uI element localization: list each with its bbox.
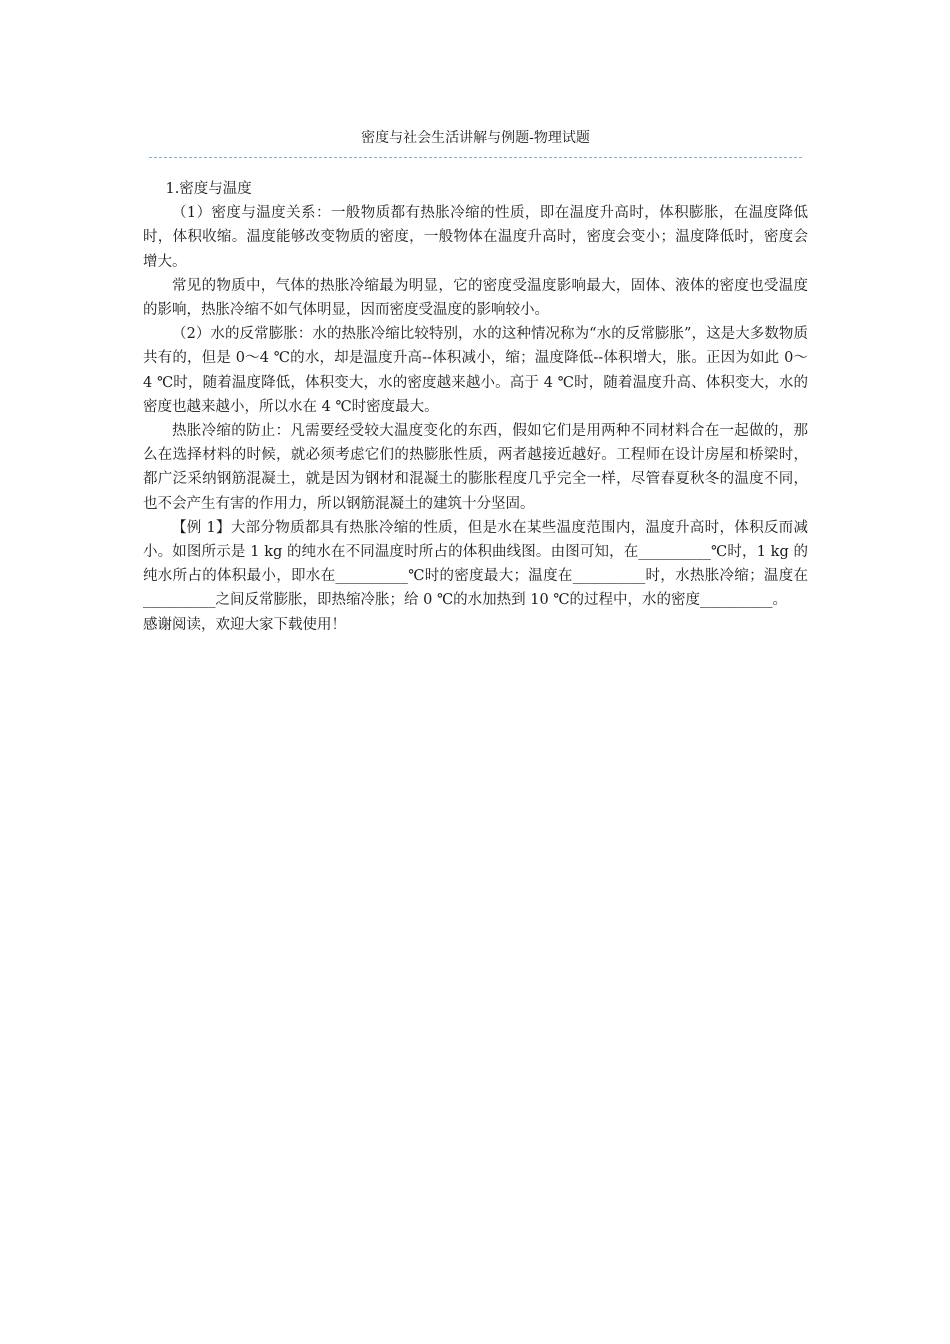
- paragraph-example-1: 【例 1】大部分物质都具有热胀冷缩的性质，但是水在某些温度范围内，温度升高时，体积反而减小。如图所示是 1 kg 的纯水在不同温度时所占的体积曲线图。由图可知，在__________℃时，1 kg 的纯水所占的体积最小，即水在__________℃时的密度最大；温度在__________时，水热胀冷缩；温度在__________之间反常膨胀，即热缩冷胀；给 0 ℃的水加热到 10 ℃的过程中，水的密度__________。: [143, 519, 808, 609]
- title-divider: [149, 157, 802, 158]
- paragraph-water-anomaly: （2）水的反常膨胀：水的热胀冷缩比较特别，水的这种情况称为“水的反常膨胀”，这是大多数物质共有的，但是 0～4 ℃的水，却是温度升高--体积减小，缩；温度降低--体积增大，胀。正因为如此 0～4 ℃时，随着温度降低，体积变大，水的密度越来越小。高于 4 ℃时，随着温度升高、体积变大，水的密度也越来越小，所以水在 4 ℃时密度最大。: [143, 326, 808, 415]
- paragraph-density-temperature: （1）密度与温度关系：一般物质都有热胀冷缩的性质，即在温度升高时，体积膨胀，在温度降低时，体积收缩。温度能够改变物质的密度，一般物体在温度升高时，密度会变小；温度降低时，密度会增大。: [143, 205, 808, 270]
- closing-note: 感谢阅读，欢迎大家下载使用！: [143, 616, 346, 633]
- paragraph-expansion-prevention: 热胀冷缩的防止：凡需要经受较大温度变化的东西，假如它们是用两种不同材料合在一起做的，那么在选择材料的时候，就必须考虑它们的热膨胀性质，两者越接近越好。工程师在设计房屋和桥梁时，都广泛采纳钢筋混凝土，就是因为钢材和混凝土的膨胀程度几乎完全一样，尽管春夏秋冬的温度不同，也不会产生有害的作用力，所以钢筋混凝土的建筑十分坚固。: [143, 423, 808, 512]
- document-title: 密度与社会生活讲解与例题-物理试题: [361, 130, 590, 146]
- paragraph-common-substances: 常见的物质中，气体的热胀冷缩最为明显，它的密度受温度影响最大，固体、液体的密度也受温度的影响，热胀冷缩不如气体明显，因而密度受温度的影响较小。: [143, 277, 808, 319]
- document-body: [143, 177, 808, 637]
- section-heading: 1.密度与温度: [165, 181, 252, 197]
